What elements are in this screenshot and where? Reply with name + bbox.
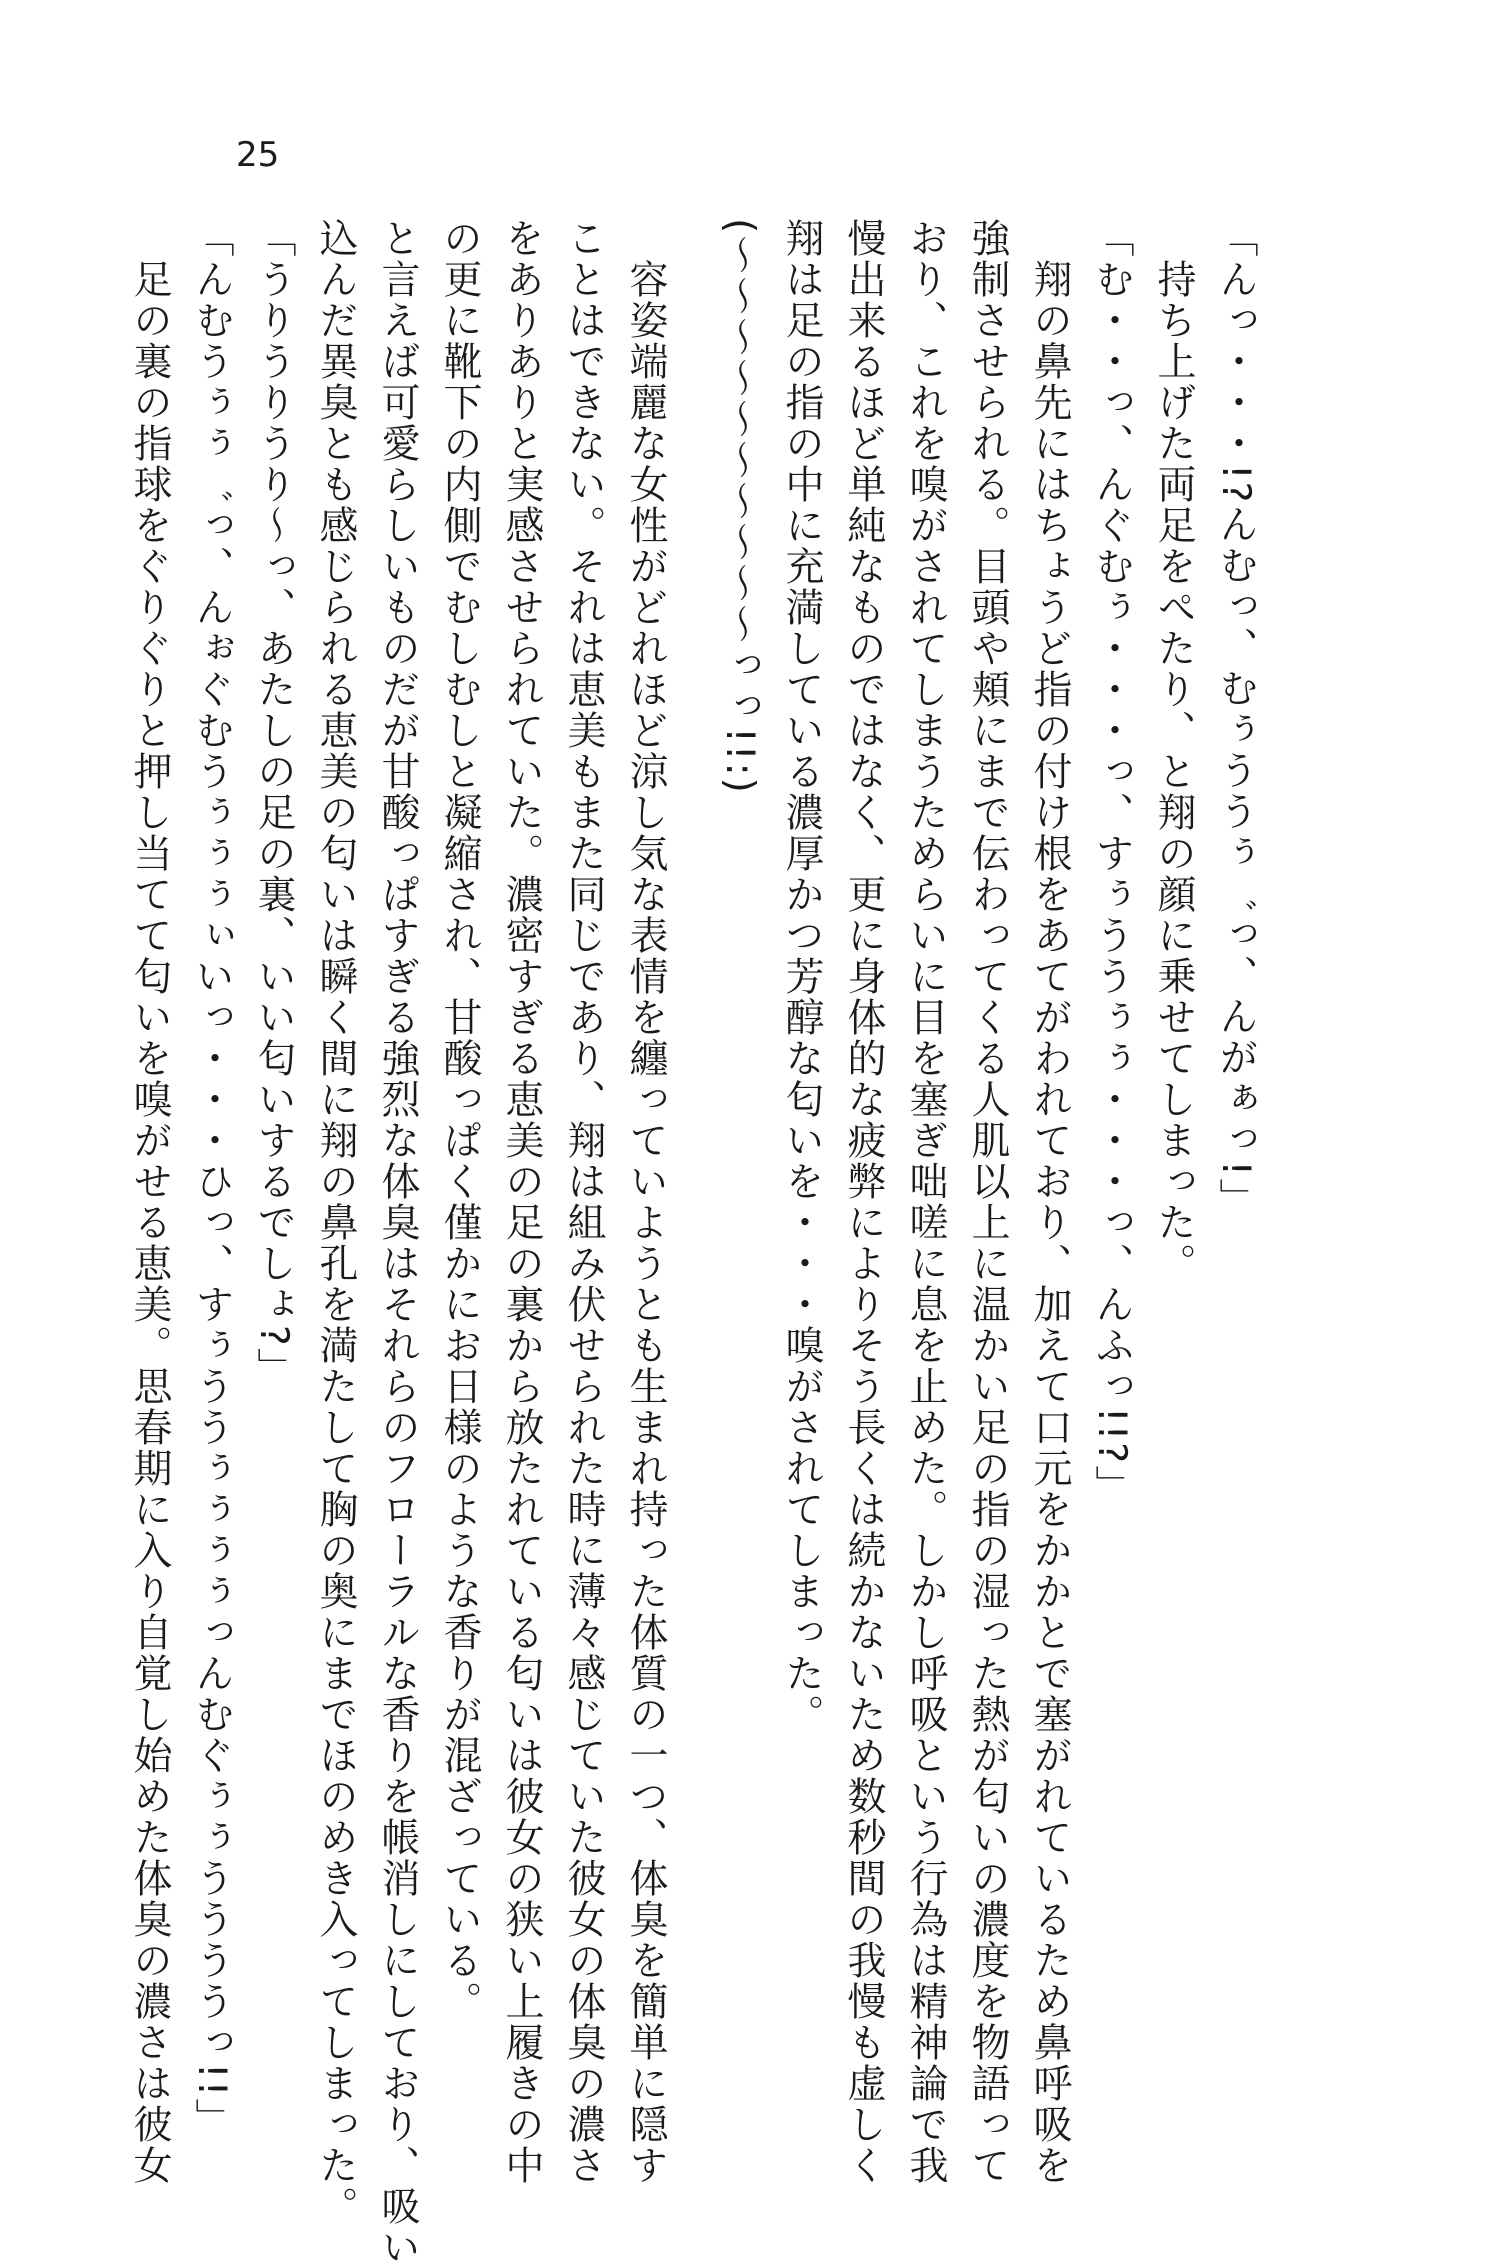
text-line: 「んむうぅぅ゛っ、んぉぐむうぅぅぅぃいっ・・・ひっ、すぅううぅぅぅぅっんむぐぅぅううううっ!!」 (189, 218, 234, 2140)
text-line: 足の裏の指球をぐりぐりと押し当てて匂いを嗅がせる恵美。思春期に入り自覚し始めた体臭の濃さは彼女 (127, 218, 172, 2186)
text-line: 持ち上げた両足をぺたり、と翔の顔に乗せてしまった。 (1151, 218, 1196, 1284)
paragraph-gap (676, 218, 708, 1978)
text-line: と言えば可愛らしいものだが甘酸っぱすぎる強烈な体臭はそれらのフローラルな香りを帳消しにしており、吸い (375, 218, 420, 2268)
text-line: 慢出来るほど単純なものではなく、更に身体的な疲弊によりそう長くは続かないため数秒間の我慢も虚しく (841, 218, 886, 2186)
text-line: 翔は足の指の中に充満している濃厚かつ芳醇な匂いを・・・嗅がされてしまった。 (779, 218, 824, 1735)
text-line: 込んだ異臭とも感じられる恵美の匂いは瞬く間に翔の鼻孔を満たして胸の奥にまでほのめき入ってしまった。 (313, 218, 358, 2227)
text-line: 容姿端麗な女性がどれほど涼し気な表情を纏っていようとも生まれ持った体質の一つ、体臭を簡単に隠す (623, 218, 668, 2186)
text-line: 翔の鼻先にはちょうど指の付け根をあてがわれており、加えて口元をかかとで塞がれているため鼻呼吸を (1027, 218, 1072, 2186)
text-line: 強制させられる。目頭や頬にまで伝わってくる人肌以上に温かい足の指の湿った熱が匂いの濃度を物語って (965, 218, 1010, 2186)
page-number: 25 (236, 135, 280, 175)
body-text (127, 218, 1266, 2268)
text-line: をありありと実感させられていた。濃密すぎる恵美の足の裏から放たれている匂いは彼女の狭い上履きの中 (499, 218, 544, 2186)
text-line: 「む・・っ、んぐむぅ・・・っ、すぅううぅぅ・・・っ、んふっ!!?」 (1089, 218, 1134, 1506)
text-line: 「うりうりうり〜っ、あたしの足の裏、いい匂いするでしょ?」 (251, 218, 296, 1389)
text-line: (〜〜〜〜〜〜〜〜〜〜っっ!!:) (717, 218, 762, 795)
text-line: の更に靴下の内側でむしむしと凝縮され、甘酸っぱく僅かにお日様のような香りが混ざっている。 (437, 218, 482, 2022)
text-line: おり、これを嗅がされてしまうためらいに目を塞ぎ咄嗟に息を止めた。しかし呼吸という行為は精神論で我 (903, 218, 948, 2186)
text-line: ことはできない。それは恵美もまた同じであり、翔は組み伏せられた時に薄々感じていた彼女の体臭の濃さ (561, 218, 606, 2186)
text-line: 「んっ・・・!?んむっ、むぅううぅ゛っ、んがぁっ!」 (1213, 218, 1258, 1219)
